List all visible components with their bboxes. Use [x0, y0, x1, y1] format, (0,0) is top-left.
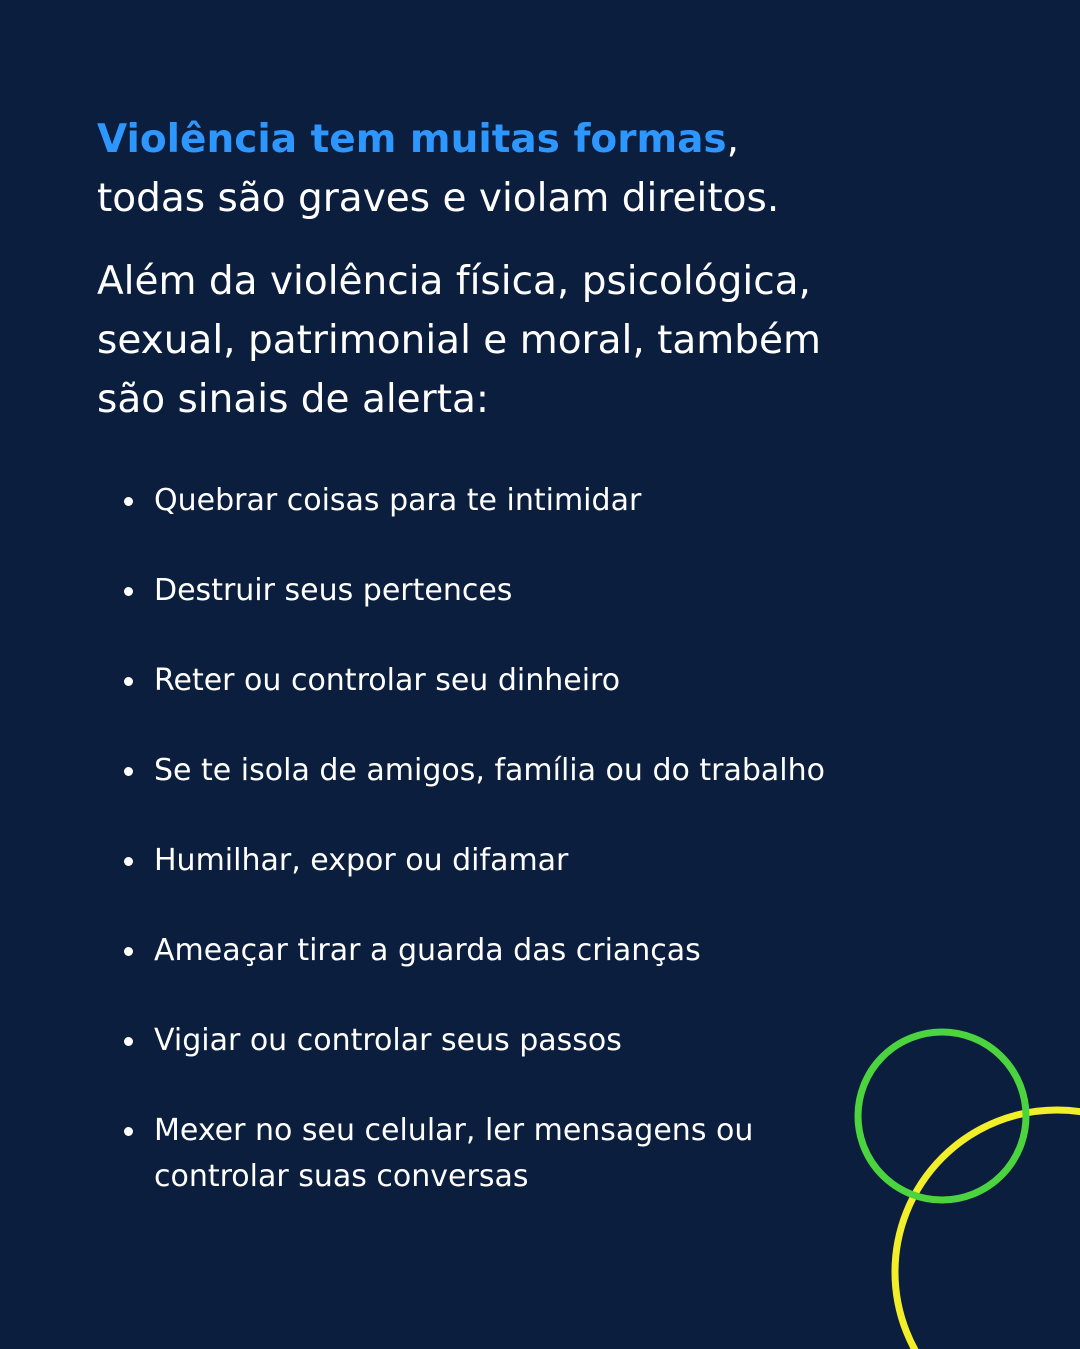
- list-item: [124, 838, 844, 884]
- bullet-icon: [124, 857, 133, 866]
- bullet-icon: [124, 767, 133, 776]
- list-item: [124, 568, 844, 614]
- list-item-text: Ameaçar tirar a guarda das crianças: [154, 933, 701, 968]
- list-item: [124, 658, 844, 704]
- bullet-icon: [124, 587, 133, 596]
- green-ring-icon: [858, 1032, 1026, 1200]
- list-item-text: Reter ou controlar seu dinheiro: [154, 663, 621, 698]
- list-item: [124, 1018, 844, 1064]
- bullet-icon: [124, 947, 133, 956]
- list-item: [124, 1108, 844, 1200]
- list-item-text: Vigiar ou controlar seus passos: [154, 1023, 622, 1058]
- list-item: [124, 748, 844, 794]
- warning-signs-list: [124, 478, 844, 1244]
- list-item: [124, 928, 844, 974]
- headline-accent: Violência tem muitas formas: [97, 117, 727, 162]
- list-item-text: Se te isola de amigos, família ou do trabalho: [154, 753, 825, 788]
- bullet-icon: [124, 497, 133, 506]
- yellow-ring-icon: [895, 1110, 1080, 1349]
- list-item-text: Humilhar, expor ou difamar: [154, 843, 569, 878]
- list-item-text: Quebrar coisas para te intimidar: [154, 483, 642, 518]
- bullet-icon: [124, 677, 133, 686]
- list-item-text: Mexer no seu celular, ler mensagens ou controlar suas conversas: [154, 1113, 754, 1194]
- list-item-text: Destruir seus pertences: [154, 573, 513, 608]
- list-item: [124, 478, 844, 524]
- bullet-icon: [124, 1037, 133, 1046]
- intro-text: Além da violência física, psicológica, sexual, patrimonial e moral, também são sinais de alerta:: [97, 259, 822, 422]
- headline: [97, 110, 837, 228]
- bullet-icon: [124, 1127, 133, 1136]
- headline-rest: , todas são graves e violam direitos.: [97, 117, 780, 221]
